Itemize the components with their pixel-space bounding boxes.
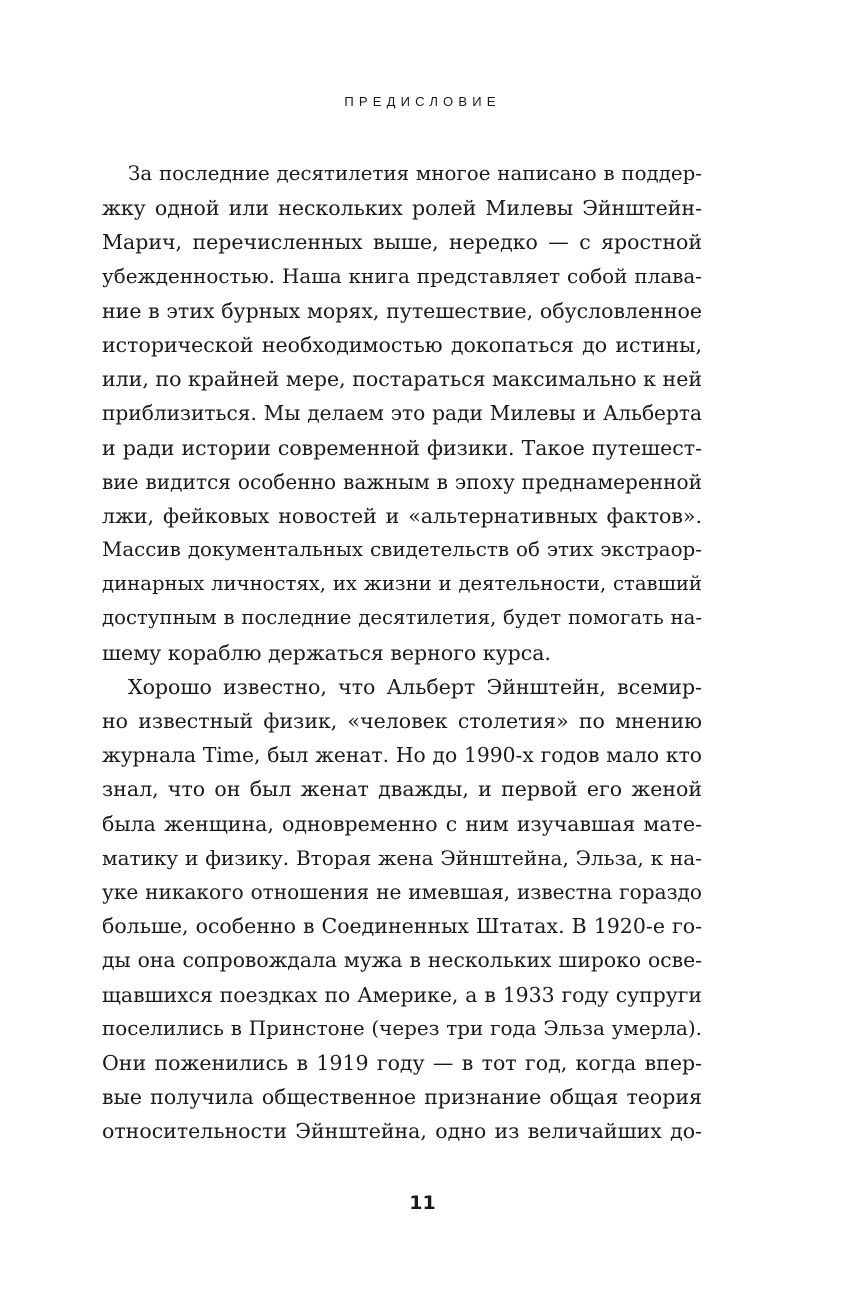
text-line: матику и физику. Вторая жена Эйнштейна, Эльза, к на-	[102, 845, 702, 870]
text-line: журнала Time, был женат. Но до 1990-х годов мало кто	[102, 743, 702, 768]
text-line: лжи, фейковых новостей и «альтернативных фактов».	[102, 503, 702, 528]
body-text	[102, 157, 702, 1148]
text-line: ды она сопровождала мужа в нескольких широко осве-	[102, 948, 702, 973]
text-line: динарных личностях, их жизни и деятельности, ставший	[102, 572, 702, 596]
text-line: шему кораблю держаться верного курса.	[102, 640, 551, 665]
text-line: Хорошо известно, что Альберт Эйнштейн, всемир-	[128, 674, 702, 699]
text-line: была женщина, одновременно с ним изучавшая мате-	[102, 811, 702, 836]
text-line: доступным в последние десятилетия, будет помогать на-	[102, 606, 702, 630]
text-line: и ради истории современной физики. Такое путешест-	[102, 435, 702, 460]
running-head: ПРЕДИСЛОВИЕ	[344, 94, 501, 109]
text-line: знал, что он был женат дважды, и первой его женой	[102, 777, 702, 802]
text-line: убежденностью. Наша книга представляет собой плава-	[102, 264, 702, 288]
text-line: вые получила общественное признание общая теория	[102, 1085, 702, 1110]
page-number: 11	[409, 1192, 436, 1214]
text-line: или, по крайней мере, постараться максимально к ней	[102, 367, 702, 392]
text-line: вие видится особенно важным в эпоху преднамеренной	[102, 469, 702, 494]
text-line: исторической необходимостью докопаться до истины,	[102, 332, 702, 357]
text-line: щавшихся поездках по Америке, а в 1933 году супруги	[102, 982, 702, 1007]
text-line: ние в этих бурных морях, путешествие, обусловленное	[102, 298, 702, 323]
text-line: поселились в Принстоне (через три года Эльза умерла).	[102, 1016, 702, 1040]
text-line: приблизиться. Мы делаем это ради Милевы и Альберта	[102, 401, 702, 426]
text-line: Они поженились в 1919 году — в тот год, когда впер-	[102, 1050, 702, 1075]
text-line: больше, особенно в Соединенных Штатах. В 1920-е го-	[102, 914, 702, 939]
text-line: За последние десятилетия многое написано в поддер-	[128, 162, 702, 185]
text-line: Марич, перечисленных выше, нередко — с яростной	[102, 230, 702, 255]
text-line: жку одной или нескольких ролей Милевы Эйнштейн-	[102, 196, 702, 221]
text-line: относительности Эйнштейна, одно из величайших до-	[102, 1119, 702, 1144]
text-line: уке никакого отношения не имевшая, известна гораздо	[102, 879, 702, 904]
text-line: Массив документальных свидетельств об этих экстраор-	[102, 538, 702, 562]
text-line: но известный физик, «человек столетия» по мнению	[102, 709, 702, 733]
